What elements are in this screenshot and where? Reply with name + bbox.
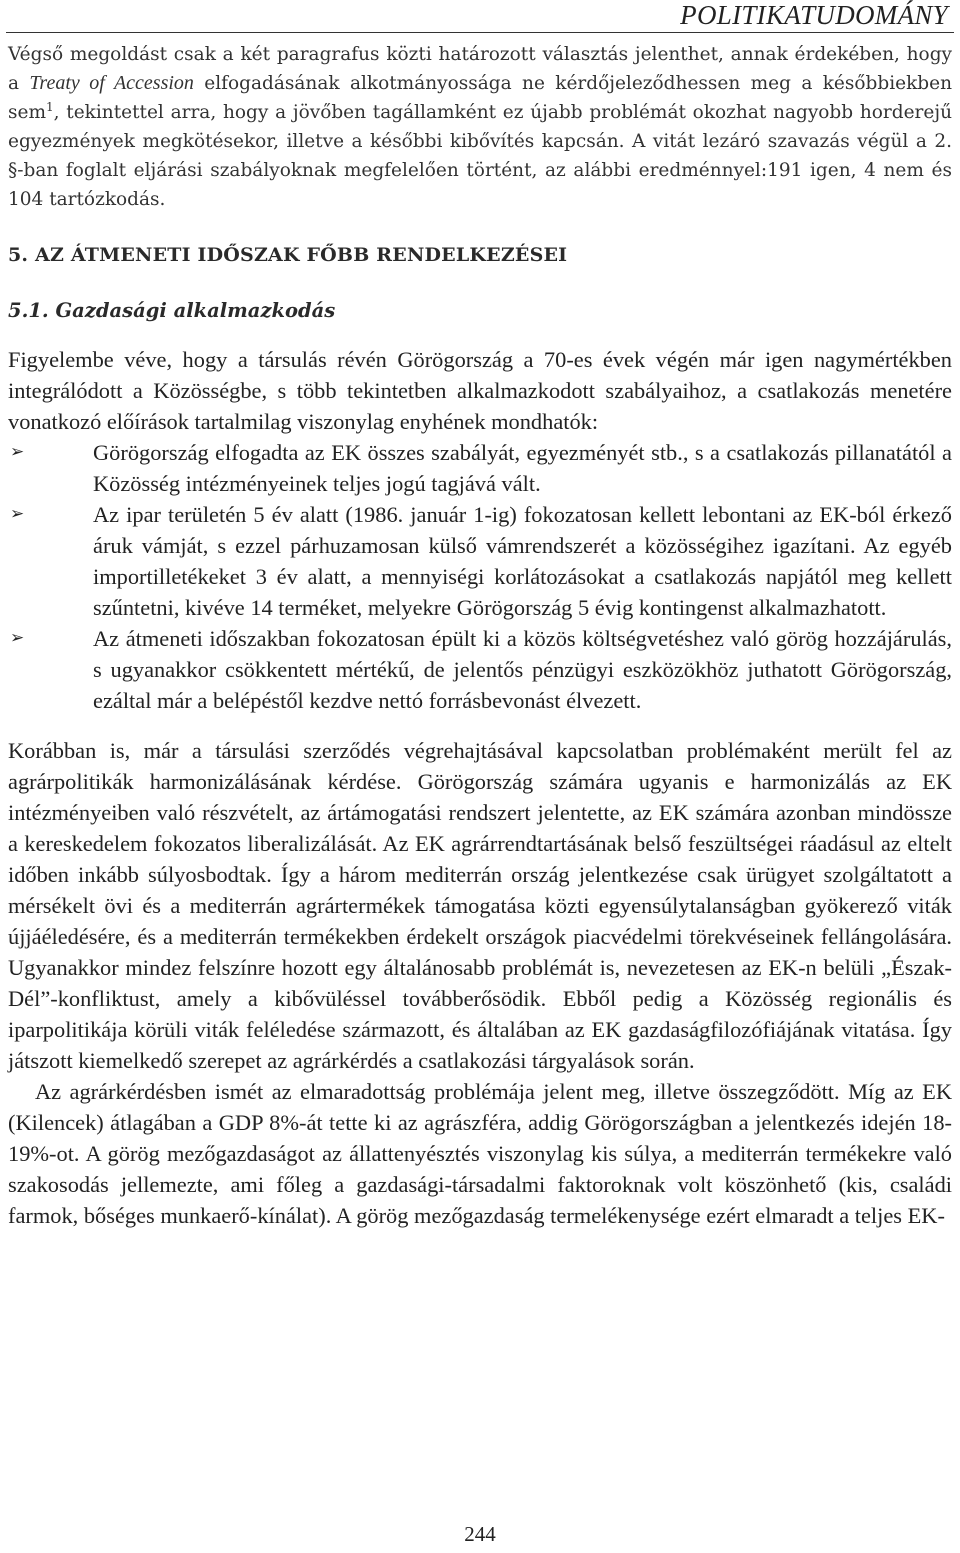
intro-italic-title: Treaty of Accession (29, 72, 194, 94)
list-item (8, 437, 952, 499)
bullet-list (8, 437, 952, 716)
footnote-marker[interactable]: 1 (46, 99, 54, 114)
arrowhead-bullet-icon: ➢ (10, 442, 25, 462)
intro-text-1: Végső megoldást csak a két paragrafus közti határozott választás jelenthet, annak érdekében, hogy a (8, 44, 952, 94)
lead-paragraph: Figyelembe véve, hogy a társulás révén Görögország a 70-es évek végén már igen nagymértékben integrálódott a Közösségbe, s több tekintetben alkalmazkodott szabályaihoz, a csatlakozás menetére vonatkozó előírások tartalmilag viszonylag enyhének mondhatók: (8, 347, 952, 434)
subsection-heading: 5.1. Gazdasági alkalmazkodás (8, 299, 336, 322)
list-item (8, 499, 952, 623)
paragraph-agrar: Az agrárkérdésben ismét az elmaradottság problémája jelent meg, illetve összegződött. Míg az EK (Kilencek) átlagában a GDP 8%-át tette ki az agrászféra, addig Görögországban a jelentkezés idején 18-19%-ot. A görög mezőgazdaságot az állattenyésztés viszonylag kis súlya, a mediterrán termékekre való szakosodás jellemezte, ami főleg a gazdasági-társadalmi faktoroknak volt köszönhető (kis, családi farmok, bőséges munkaerő-kínálat). A görög mezőgazdaság termelékenysége ezért elmaradt a teljes EK- (8, 1079, 952, 1228)
header-rule (6, 32, 954, 33)
page-number: 244 (464, 1522, 496, 1546)
page-content (8, 40, 952, 1231)
running-header (680, 0, 948, 31)
paragraph-korabban: Korábban is, már a társulási szerződés végrehajtásával kapcsolatban problémaként merült fel az agrárpolitikák harmonizálásának kérdése. Görögország számára ugyanis e harmonizálás az EK intézményeiben való részvételt, az ártámogatási rendszert jelentette, az EK számára azonban mindössze a kereskedelem fokozatos liberalizálását. Az EK agrárrendtartásának belső feszültségei ráadásul az eltelt időben inkább súlyosbodtak. Így a három mediterrán ország jelentkezése csak ürügyet szolgáltatott a mérsékelt övi és a mediterrán agrártermékek támogatása közti egyensúlytalanságban gyökerező viták újjáéledésére, és a mediterrán termékekben érdekelt országok piacvédelmi törekvéseinek fellángolására. Ugyanakkor mindez felszínre hozott egy általánosabb problémát is, nevezetesen az EK-n belüli „Észak-Dél”-konfliktust, amely a kibővüléssel továbberősödik. Ebből pedig a Közösség regionális és iparpolitikája körüli viták feléledése származott, és általában az EK gazdaságfilozófiájának vitatása. Így játszott kiemelkedő szerepet az agrárkérdés a csatlakozási tárgyalások során. (8, 738, 952, 1073)
list-item-text: Görögország elfogadta az EK összes szabályát, egyezményét stb., s a csatlakozás pillanatától a Közösség intézményeinek teljes jogú tagjává vált. (93, 440, 952, 496)
intro-text-3: , tekintettel arra, hogy a jövőben tagállamként ez újabb problémát okozhat nagyobb horderejű egyezmények megkötésekor, illetve a későbbi kibővítés kapcsán. A vitát lezáró szavazás végül a 2. §-ban foglalt eljárási szabályoknak megfelelően történt, az alábbi eredménnyel:191 igen, 4 nem és 104 tartózkodás. (8, 102, 952, 210)
list-item-text: Az átmeneti időszakban fokozatosan épült ki a közös költségvetéshez való görög hozzájárulás, s ugyanakkor csökkentett mértékű, de jelentős pénzügyi eszközökhöz juthatott Görögország, ezáltal már a belépéstől kezdve nettó forrásbevonást élvezett. (93, 626, 952, 713)
intro-text-2: elfogadásának alkotmányossága ne kérdőjeleződhessen meg a későbbiekben sem (8, 73, 952, 123)
section-heading: 5. AZ ÁTMENETI IDŐSZAK FŐBB RENDELKEZÉSEI (8, 244, 568, 266)
intro-paragraph (8, 40, 952, 214)
list-item (8, 623, 952, 716)
arrowhead-bullet-icon: ➢ (10, 628, 25, 648)
running-header-title: POLITIKATUDOMÁNY (680, 0, 948, 30)
arrowhead-bullet-icon: ➢ (10, 504, 25, 524)
list-item-text: Az ipar területén 5 év alatt (1986. január 1-ig) fokozatosan kellett lebontani az EK-ból érkező áruk vámját, s ezzel párhuzamosan külső vámrendszerét a közösségihez igazítani. Az egyéb importilletékeket 3 év alatt, a mennyiségi korlátozásokat a csatlakozás napjától meg kellett szűntetni, kivéve 14 terméket, melyekre Görögország 5 évig kontingenst alkalmazhatott. (93, 502, 952, 620)
